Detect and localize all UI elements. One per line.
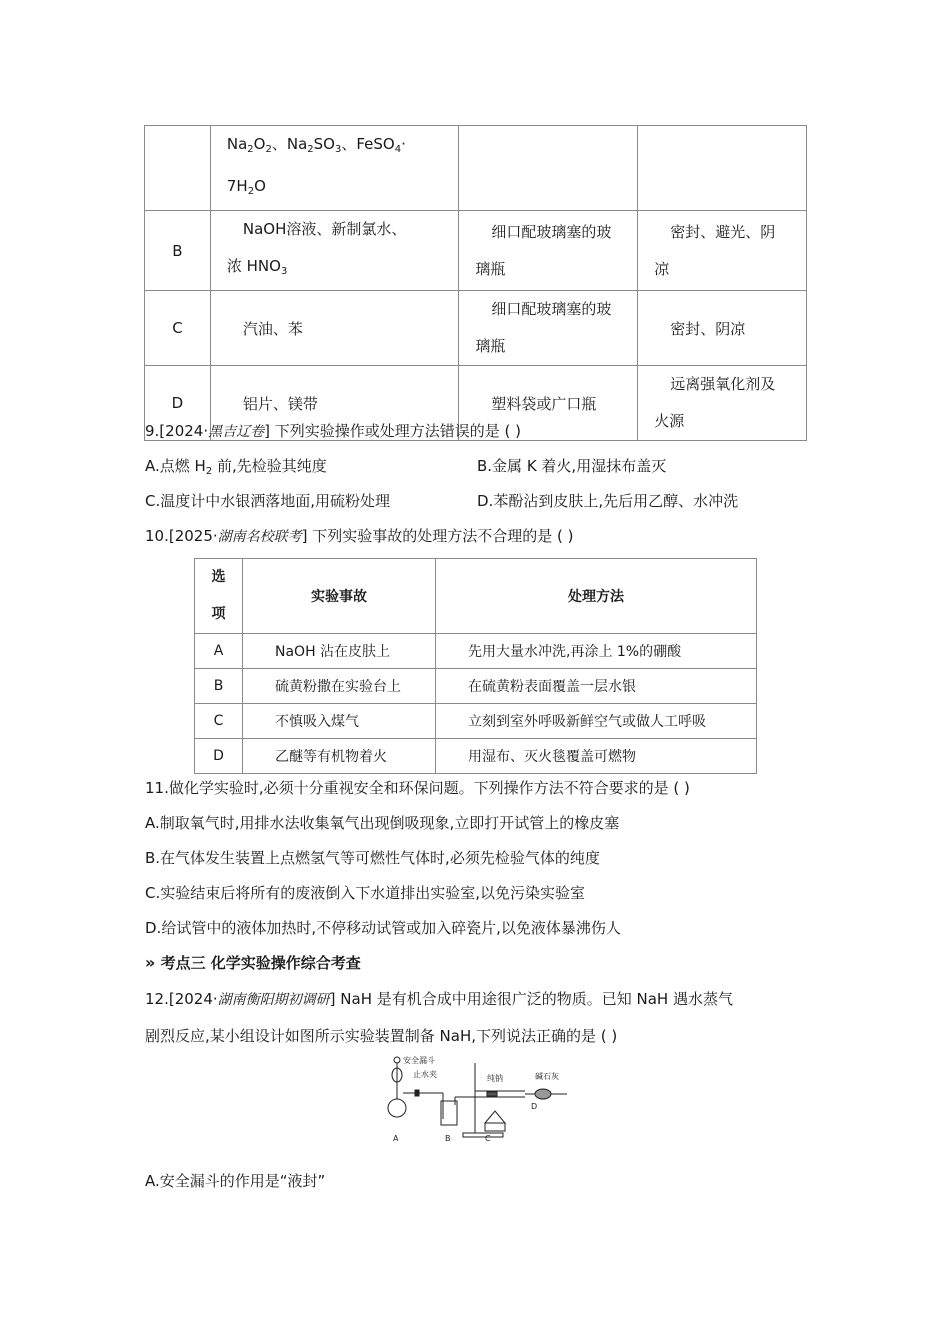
table1-bottle-cell [459, 126, 638, 211]
text-part: 、Na [271, 135, 308, 153]
section-title: 考点三 化学实验操作综合考查 [160, 954, 361, 972]
subscript: 3 [280, 266, 288, 277]
subscript: 2 [265, 144, 272, 155]
table-row-method: 立刻到室外呼吸新鲜空气或做人工呼吸 [436, 704, 757, 739]
subscript: 2 [307, 144, 314, 155]
question-source: 黑吉辽卷 [208, 424, 265, 440]
table1-option-cell: D [145, 366, 211, 441]
drying-tube-d [535, 1089, 551, 1099]
table-row-method: 在硫黄粉表面覆盖一层水银 [436, 669, 757, 704]
text-part: 7H [226, 177, 248, 195]
question-9-stem [145, 420, 521, 441]
text-part: · [401, 135, 406, 153]
text-part: Na [226, 135, 248, 153]
table-row-accident: 不慎吸入煤气 [243, 704, 436, 739]
table-row-option: D [195, 739, 243, 774]
section-marker-icon: » [145, 953, 156, 972]
label-clamp: 止水夹 [413, 1070, 437, 1079]
sodium-boat [487, 1092, 497, 1096]
section-heading [145, 952, 361, 973]
header-text: 项 [211, 606, 226, 622]
question-text: ] 下列实验事故的处理方法不合理的是 ( ) [301, 527, 574, 545]
text-line: 细口配玻璃塞的玻 [491, 222, 612, 241]
table-row-accident: 硫黄粉撒在实验台上 [243, 669, 436, 704]
text-part: 、FeSO [341, 135, 395, 153]
question-source: 湖南名校联考 [217, 529, 302, 545]
question-number: 9.[2024· [145, 422, 209, 440]
q9-option-d: D.苯酚沾到皮肤上,先后用乙醇、水冲洗 [477, 492, 739, 510]
text-line: 密封、避光、阴 [670, 222, 776, 241]
text-line: 璃瓶 [475, 259, 506, 278]
text-part: 浓 HNO [226, 257, 281, 275]
table1-option-cell: B [145, 211, 211, 291]
table1-bottle-cell [459, 291, 638, 366]
table-row-method: 用湿布、灭火毯覆盖可燃物 [436, 739, 757, 774]
text-part: O [254, 177, 266, 195]
label-funnel: 安全漏斗 [403, 1056, 435, 1065]
header-accident: 实验事故 [243, 559, 436, 634]
question-number: 10.[2025· [145, 527, 218, 545]
table1-option-cell: C [145, 291, 211, 366]
subscript: 3 [334, 144, 342, 155]
q9-option-c: C.温度计中水银洒落地面,用硫粉处理 [145, 492, 391, 510]
text-line: NaOH溶液、新制氯水、 [242, 220, 407, 238]
table1-substance-cell [210, 211, 459, 291]
q11-option-d: D.给试管中的液体加热时,不停移动试管或加入碎瓷片,以免液体暴沸伤人 [145, 919, 621, 937]
table1-storage-cell [638, 211, 807, 291]
subscript: 2 [247, 144, 254, 155]
apparatus-diagram [375, 1053, 575, 1145]
table1-bottle-cell: 塑料袋或广口瓶 [459, 366, 638, 441]
table1-substance-cell [210, 126, 459, 211]
q11-option-a: A.制取氧气时,用排水法收集氧气出现倒吸现象,立即打开试管上的橡皮塞 [145, 814, 620, 832]
table1-storage-cell [638, 126, 807, 211]
question-12-stem-line2: 剧烈反应,某小组设计如图所示实验装置制备 NaH,下列说法正确的是 ( ) [145, 1027, 618, 1045]
flask-a [388, 1099, 406, 1117]
question-12-stem [145, 988, 733, 1009]
accident-table [194, 558, 757, 774]
table-row-method: 先用大量水冲洗,再涂上 1%的硼酸 [436, 634, 757, 669]
q9-option-a [145, 455, 327, 477]
label-lime: 碱石灰 [535, 1072, 559, 1081]
q11-option-c: C.实验结束后将所有的废液倒入下水道排出实验室,以免污染实验室 [145, 884, 586, 902]
text-line: 远离强氧化剂及 [670, 375, 776, 393]
table1-storage-cell: 密封、阴凉 [638, 291, 807, 366]
subscript: 2 [205, 466, 213, 477]
question-source: 湖南衡阳期初调研 [217, 992, 330, 1008]
label-c: C [485, 1134, 491, 1143]
question-11-stem: 11.做化学实验时,必须十分重视安全和环保问题。下列操作方法不符合要求的是 ( ) [145, 779, 690, 797]
table1-substance-cell: 汽油、苯 [210, 291, 459, 366]
text-line: 火源 [654, 412, 685, 430]
label-sodium: 纯钠 [487, 1074, 503, 1083]
question-number: 12.[2024· [145, 990, 218, 1008]
table-row-option: B [195, 669, 243, 704]
header-text: 选 [211, 569, 226, 585]
table-row-accident: 乙醚等有机物着火 [243, 739, 436, 774]
storage-table [144, 125, 807, 441]
table1-storage-cell [638, 366, 807, 441]
text-part: SO [313, 135, 335, 153]
table1-option-cell [145, 126, 211, 211]
text-part: A.点燃 H [145, 457, 206, 475]
subscript: 2 [247, 186, 255, 197]
table-row-option: C [195, 704, 243, 739]
text-part: O [253, 135, 266, 153]
header-method: 处理方法 [436, 559, 757, 634]
q9-option-b: B.金属 K 着火,用湿抹布盖灭 [477, 457, 667, 475]
label-a: A [393, 1134, 399, 1143]
text-part: 前,先检验其纯度 [212, 457, 327, 475]
label-b: B [445, 1134, 451, 1143]
q12-option-a: A.安全漏斗的作用是“液封” [145, 1172, 326, 1190]
table-row-accident: NaOH 沾在皮肤上 [243, 634, 436, 669]
header-option [195, 559, 243, 634]
text-line: 细口配玻璃塞的玻 [491, 300, 612, 318]
table1-bottle-cell [459, 211, 638, 291]
question-text: ] 下列实验操作或处理方法错误的是 ( ) [264, 422, 521, 440]
text-line: 璃瓶 [475, 337, 506, 355]
q11-option-b: B.在气体发生装置上点燃氢气等可燃性气体时,必须先检验气体的纯度 [145, 849, 600, 867]
text-line: 凉 [654, 259, 670, 278]
question-10-stem [145, 525, 574, 546]
table1-substance-cell: 铝片、镁带 [210, 366, 459, 441]
question-text: ] NaH 是有机合成中用途很广泛的物质。已知 NaH 遇水蒸气 [329, 990, 733, 1008]
label-d: D [531, 1102, 538, 1111]
subscript: 4 [394, 144, 402, 155]
table-row-option: A [195, 634, 243, 669]
